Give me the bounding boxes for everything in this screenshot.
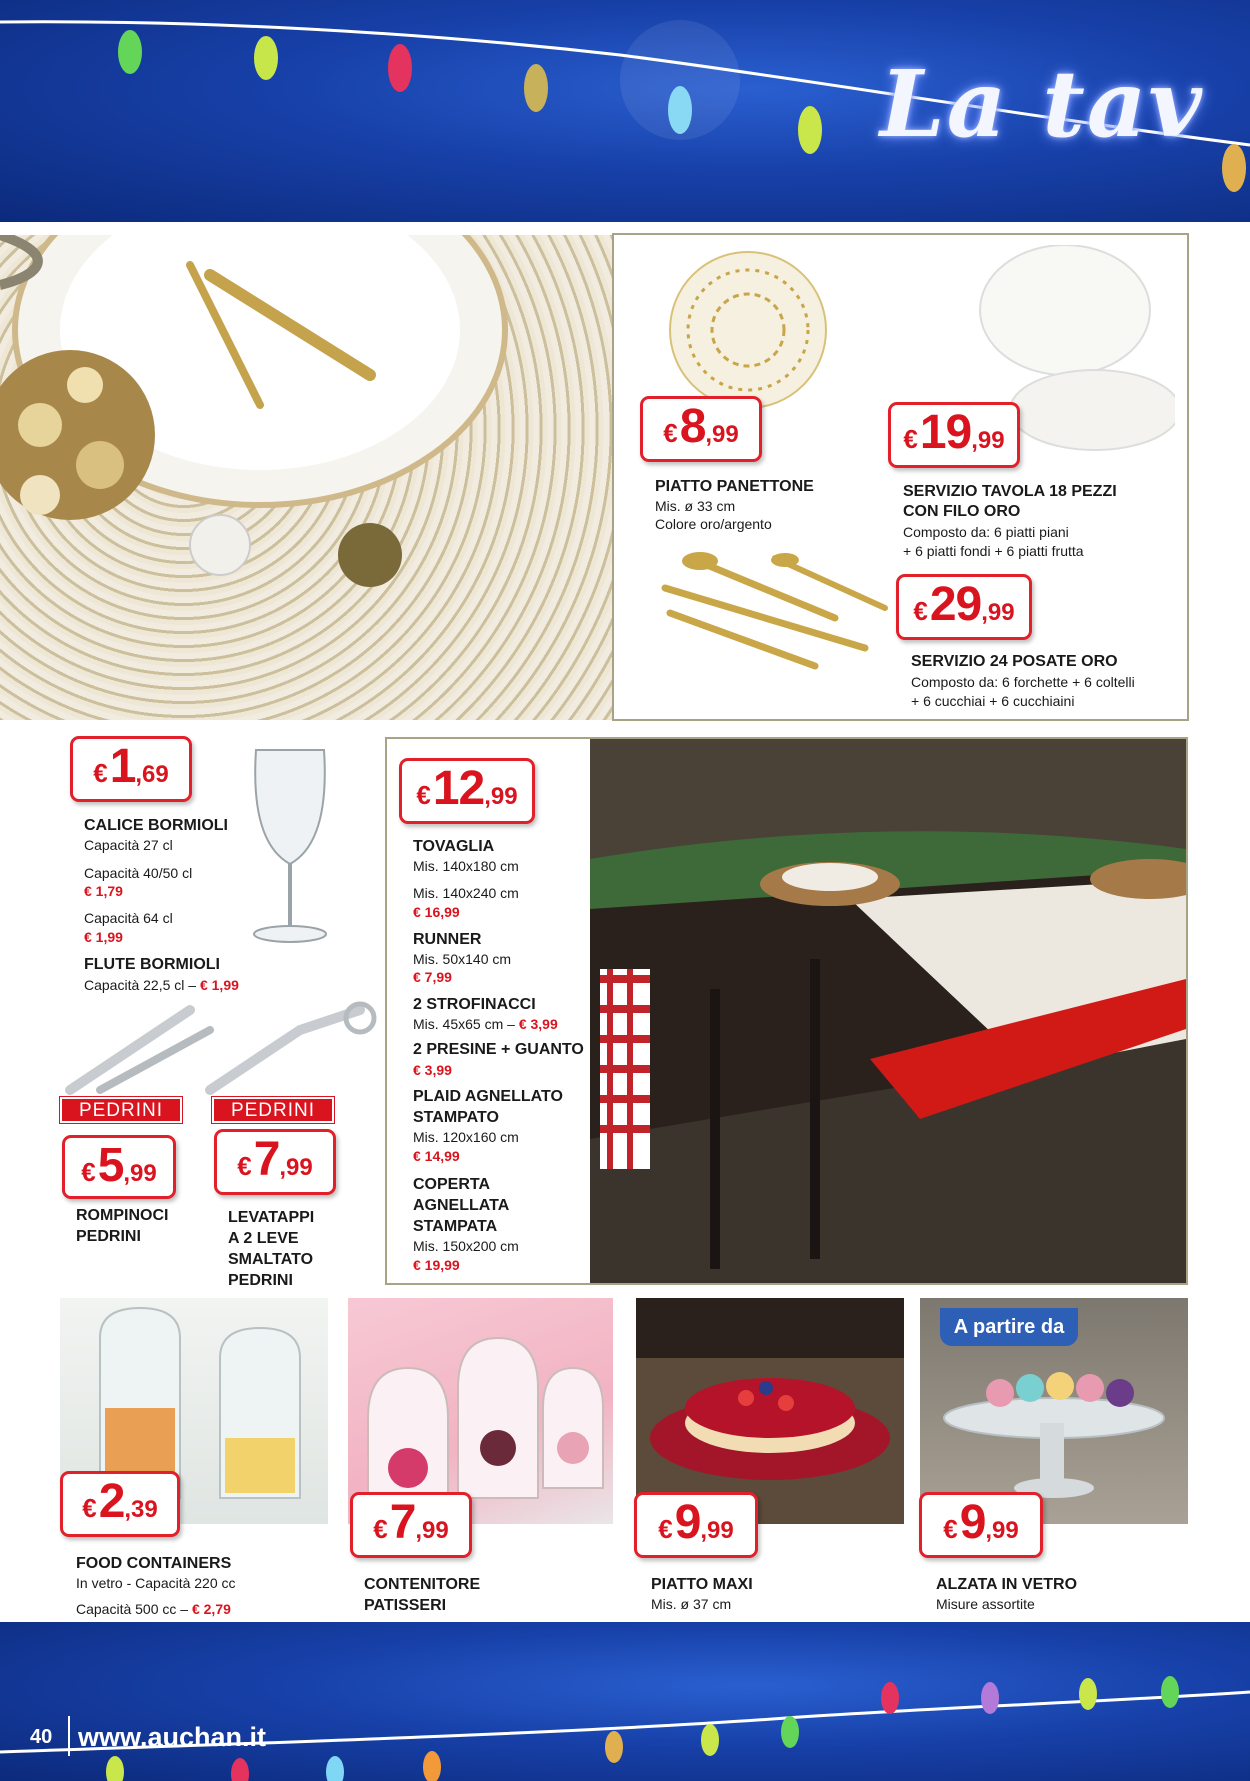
- calice-price: € 1 ,69: [70, 736, 192, 802]
- presine-price: € 3,99: [413, 1062, 452, 1078]
- servizio-tavola-desc-2: + 6 piatti fondi + 6 piatti frutta: [903, 543, 1084, 559]
- piatto-panettone-image: [668, 250, 828, 410]
- rompinoci-title-2: PEDRINI: [76, 1228, 141, 1245]
- tovaglia-price: € 12 ,99: [399, 758, 535, 824]
- contenitore-title-2: PATISSERI: [364, 1597, 447, 1614]
- page-number: 40: [30, 1726, 53, 1748]
- runner-size: Mis. 50x140 cm: [413, 951, 512, 967]
- alzata-title: ALZATA IN VETRO: [936, 1576, 1078, 1593]
- piatto-panettone-price: € 8 ,99: [640, 396, 762, 462]
- plate-cutlery-illustration: [0, 235, 612, 720]
- servizio-tavola-price: € 19 ,99: [888, 402, 1020, 468]
- piatto-maxi-photo: [636, 1298, 904, 1524]
- runner-price: € 7,99: [413, 969, 452, 985]
- servizio-tavola-title-1: SERVIZIO TAVOLA 18 PEZZI: [903, 483, 1117, 500]
- food-containers-title: FOOD CONTAINERS: [76, 1555, 232, 1572]
- calice-desc-3: Capacità 64 cl: [84, 910, 173, 926]
- plaid-title-2: STAMPATO: [413, 1109, 499, 1126]
- flute-title: FLUTE BORMIOLI: [84, 956, 220, 973]
- servizio-posate-price: € 29 ,99: [896, 574, 1032, 640]
- header-band: [0, 0, 1250, 222]
- dining-table-illustration: [590, 739, 1186, 1283]
- tovaglia-price-2: € 16,99: [413, 904, 460, 920]
- calice-price-3: € 1,99: [84, 929, 123, 945]
- plaid-size: Mis. 120x160 cm: [413, 1129, 519, 1145]
- calice-desc-1: Capacità 27 cl: [84, 837, 173, 853]
- contenitore-photo: [348, 1298, 613, 1524]
- footer-divider: [68, 1716, 70, 1756]
- pedrini-brand-label: PEDRINI: [212, 1097, 334, 1123]
- coperta-title-2: AGNELLATA: [413, 1197, 510, 1214]
- strofinacci-desc: Mis. 45x65 cm – € 3,99: [413, 1016, 558, 1032]
- coperta-size: Mis. 150x200 cm: [413, 1238, 519, 1254]
- tovaglia-size-2: Mis. 140x240 cm: [413, 885, 519, 901]
- piatto-maxi-title: PIATTO MAXI: [651, 1576, 753, 1593]
- coperta-title-3: STAMPATA: [413, 1218, 498, 1235]
- pedrini-brand-label: PEDRINI: [60, 1097, 182, 1123]
- strofinacci-title: 2 STROFINACCI: [413, 996, 536, 1013]
- piatto-panettone-desc-2: Colore oro/argento: [655, 516, 772, 532]
- plaid-title-1: PLAID AGNELLATO: [413, 1088, 563, 1105]
- servizio-tavola-desc-1: Composto da: 6 piatti piani: [903, 524, 1069, 540]
- alzata-price: € 9 ,99: [919, 1492, 1043, 1558]
- alzata-desc: Misure assortite: [936, 1596, 1035, 1612]
- food-containers-price: € 2 ,39: [60, 1471, 180, 1537]
- posate-oro-image: [655, 548, 890, 673]
- patisserie-domes-illustration: [348, 1298, 613, 1524]
- servizio-tavola-title-2: CON FILO ORO: [903, 503, 1021, 520]
- tovaglia-size-1: Mis. 140x180 cm: [413, 858, 519, 874]
- levatappi-title-4: PEDRINI: [228, 1272, 293, 1289]
- dining-table-photo: [590, 739, 1186, 1283]
- piatto-maxi-desc: Mis. ø 37 cm: [651, 1596, 732, 1612]
- tovaglia-title: TOVAGLIA: [413, 838, 495, 855]
- plaid-price: € 14,99: [413, 1148, 460, 1164]
- levatappi-title-2: A 2 LEVE: [228, 1230, 299, 1247]
- coperta-price: € 19,99: [413, 1257, 460, 1273]
- food-containers-desc: In vetro - Capacità 220 cc: [76, 1575, 236, 1591]
- servizio-posate-desc-2: + 6 cucchiai + 6 cucchiaini: [911, 693, 1075, 709]
- pedrini-tools-image: [60, 1000, 380, 1100]
- contenitore-title-1: CONTENITORE: [364, 1576, 481, 1593]
- presine-title: 2 PRESINE + GUANTO: [413, 1041, 584, 1058]
- piatto-panettone-title: PIATTO PANETTONE: [655, 478, 814, 495]
- site-url-link[interactable]: www.auchan.it: [78, 1722, 267, 1752]
- calice-desc-2: Capacità 40/50 cl: [84, 865, 193, 881]
- a-partire-da-badge: A partire da: [940, 1308, 1078, 1346]
- coperta-title-1: COPERTA: [413, 1176, 491, 1193]
- food-containers-desc-2: Capacità 500 cc – € 2,79: [76, 1601, 231, 1617]
- servizio-posate-desc-1: Composto da: 6 forchette + 6 coltelli: [911, 674, 1135, 690]
- servizio-posate-title: SERVIZIO 24 POSATE ORO: [911, 653, 1118, 670]
- contenitore-price: € 7 ,99: [350, 1492, 472, 1558]
- table-setting-photo: [0, 235, 612, 720]
- string-lights-decoration: [0, 1622, 1250, 1781]
- piatto-maxi-price: € 9 ,99: [634, 1492, 758, 1558]
- runner-title: RUNNER: [413, 931, 482, 948]
- calice-title: CALICE BORMIOLI: [84, 817, 228, 834]
- header-script-title: La tav: [880, 50, 1204, 158]
- levatappi-title-3: SMALTATO: [228, 1251, 314, 1268]
- wine-glass-image: [240, 742, 340, 947]
- flute-desc: Capacità 22,5 cl – € 1,99: [84, 977, 239, 993]
- rompinoci-title-1: ROMPINOCI: [76, 1207, 169, 1224]
- levatappi-price: € 7 ,99: [214, 1129, 336, 1195]
- levatappi-title-1: LEVATAPPI: [228, 1209, 315, 1226]
- footer-band: [0, 1622, 1250, 1781]
- cheesecake-illustration: [636, 1298, 904, 1524]
- calice-price-2: € 1,79: [84, 883, 123, 899]
- rompinoci-price: € 5 ,99: [62, 1135, 176, 1199]
- piatto-panettone-desc-1: Mis. ø 33 cm: [655, 498, 736, 514]
